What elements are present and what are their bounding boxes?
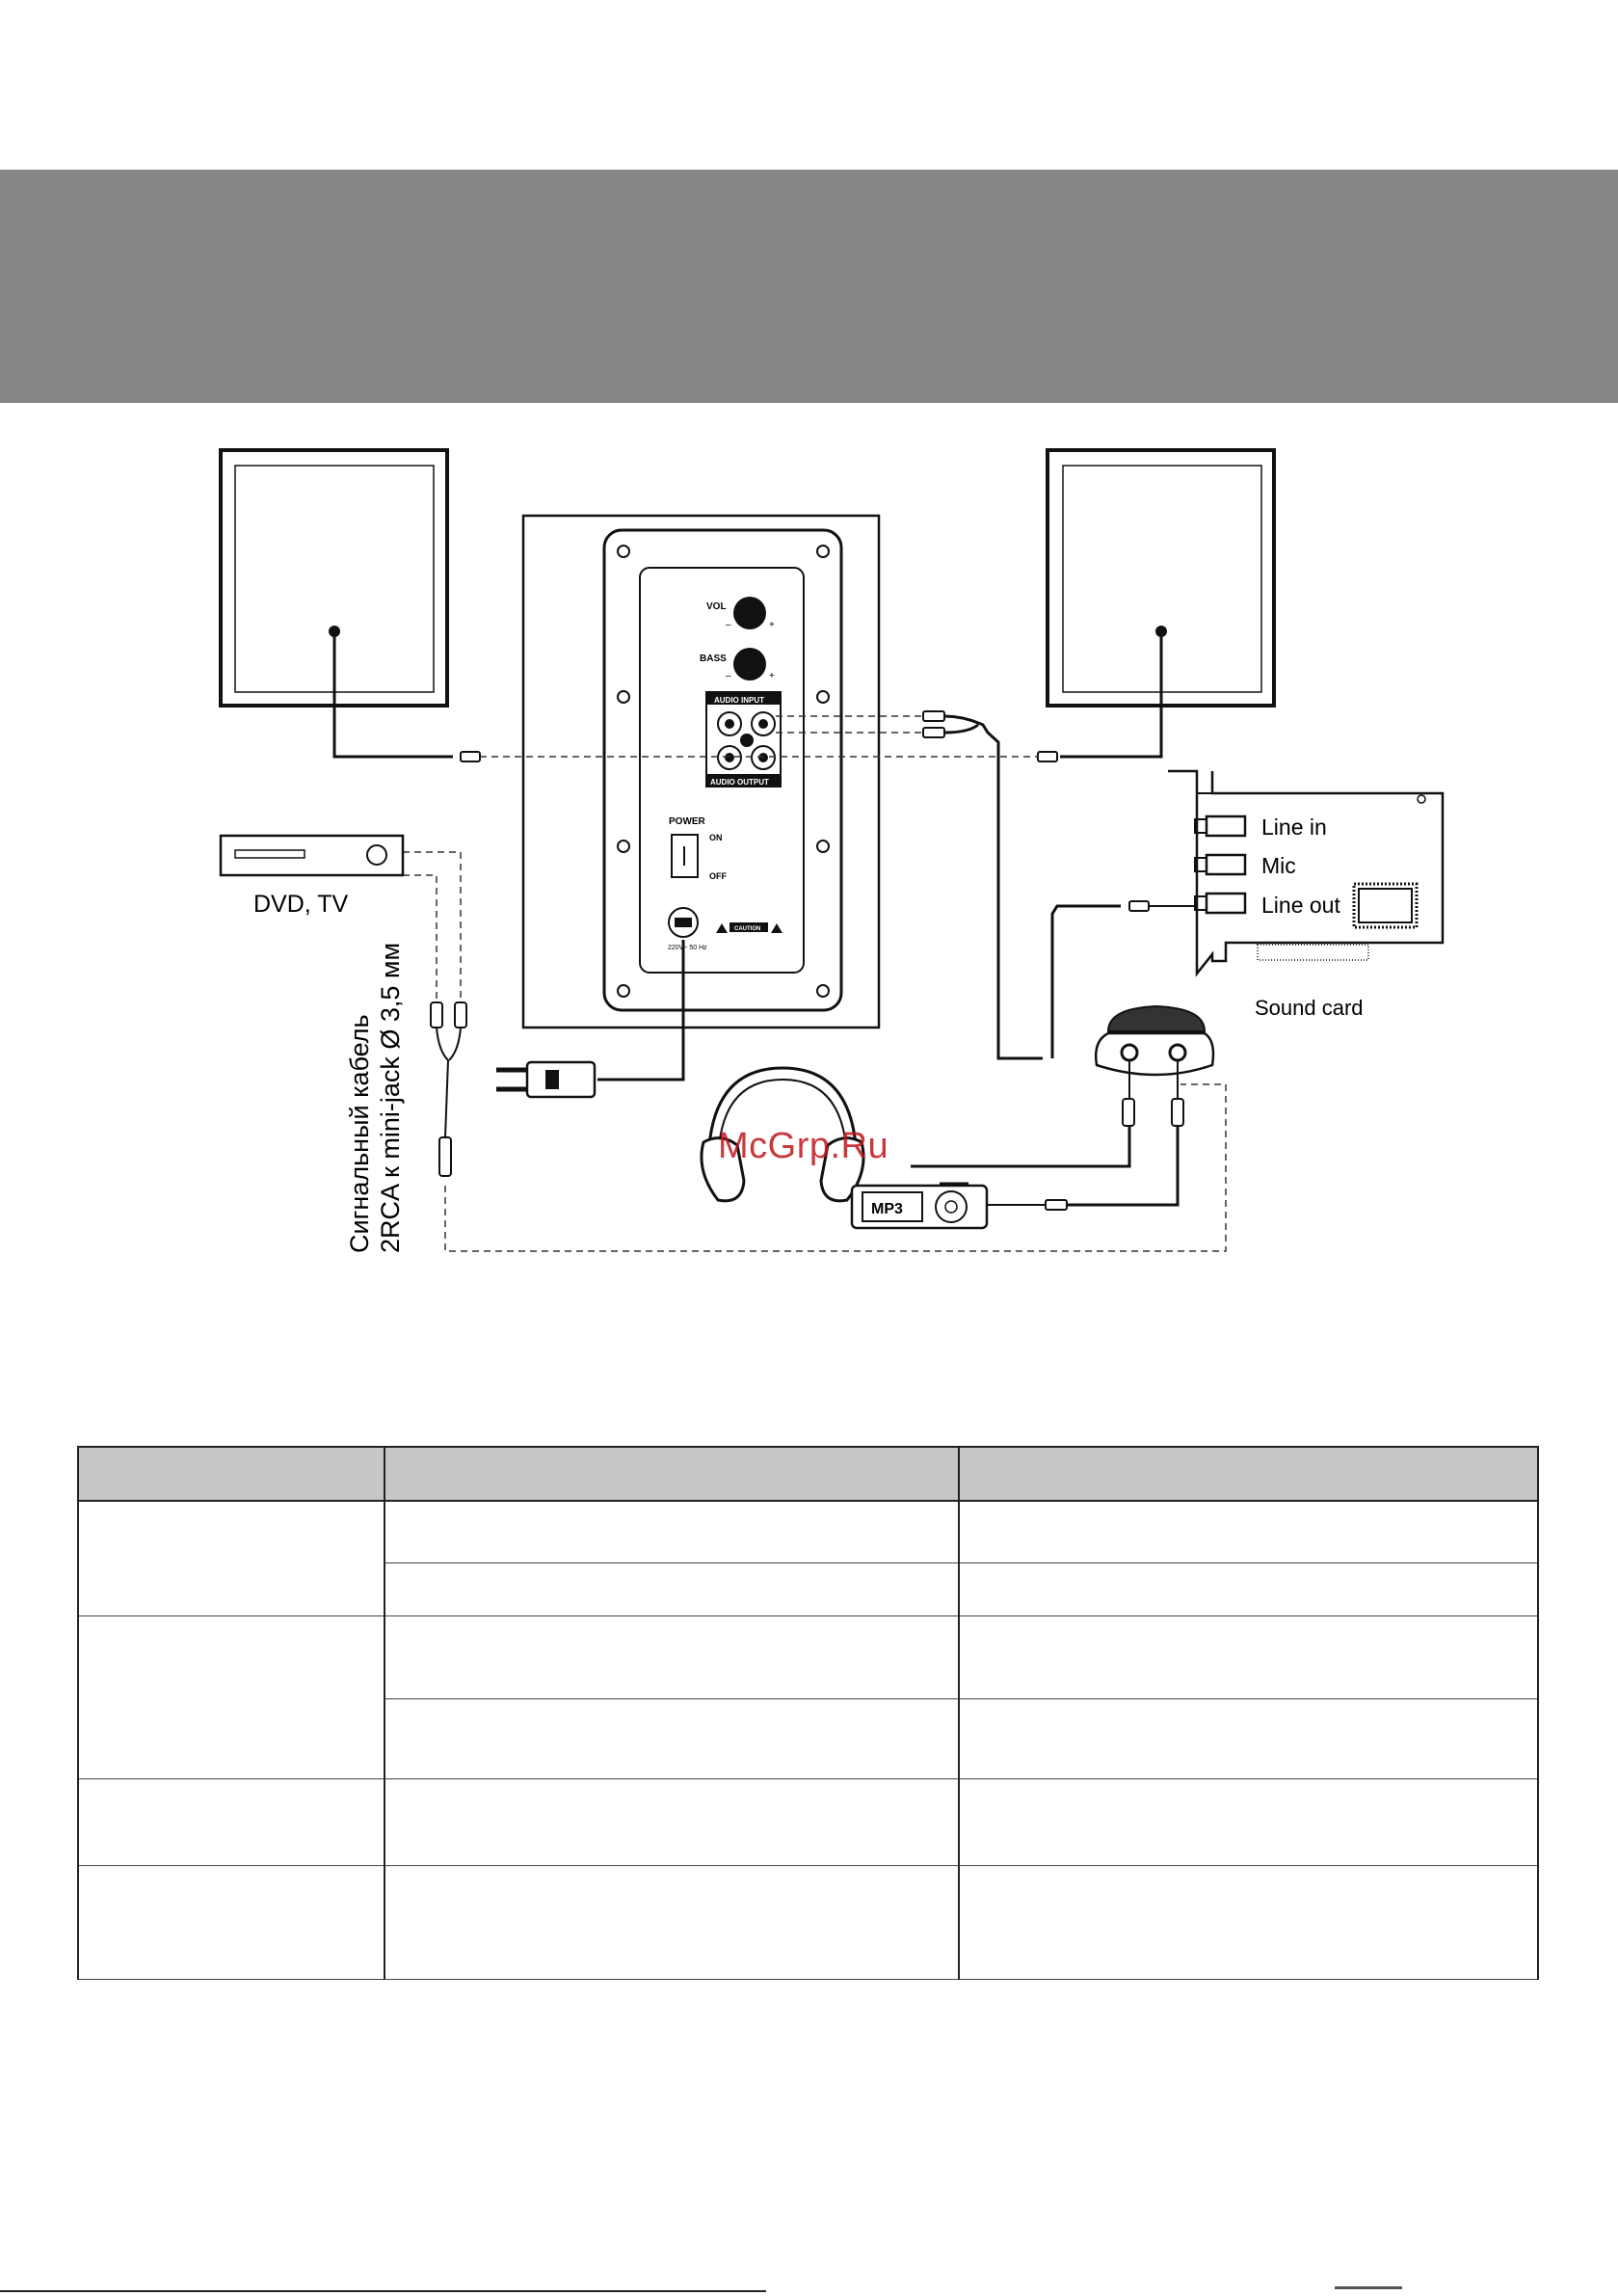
cable-label-line2: 2RCA к mini-jack Ø 3,5 мм xyxy=(376,942,405,1253)
control-pod-icon xyxy=(1096,1006,1213,1126)
line-out-label: Line out xyxy=(1261,893,1340,918)
table-cell xyxy=(78,1501,385,1615)
table-cell xyxy=(78,1865,385,1979)
voltage-label: 220V~ 50 Hz xyxy=(668,945,707,951)
table-row xyxy=(78,1501,1538,1562)
dvd-tv-label: DVD, TV xyxy=(253,891,349,918)
watermark: McGrp.Ru xyxy=(718,1126,889,1166)
bass-label: BASS xyxy=(700,654,727,664)
table-header-cell xyxy=(78,1447,385,1501)
volume-knob-icon xyxy=(733,597,766,629)
table-header-cell xyxy=(385,1447,959,1501)
dashed-connections xyxy=(403,716,1226,1251)
table-cell xyxy=(959,1562,1538,1615)
table-cell xyxy=(385,1562,959,1615)
table-cell xyxy=(385,1615,959,1698)
vol-label: VOL xyxy=(706,601,727,612)
mp3-label: MP3 xyxy=(871,1201,903,1217)
bottom-mark xyxy=(1335,2286,1402,2289)
line-in-label: Line in xyxy=(1261,814,1327,840)
rca-minijack-cable-icon xyxy=(431,1002,466,1176)
table-header-cell xyxy=(959,1447,1538,1501)
sound-card-label: Sound card xyxy=(1255,996,1364,1020)
table-cell xyxy=(385,1698,959,1778)
audio-output-label: AUDIO OUTPUT xyxy=(710,778,769,787)
warning-triangle-icon xyxy=(716,923,728,933)
table-header-row xyxy=(78,1447,1538,1501)
svg-text:+: + xyxy=(769,671,775,681)
table-cell xyxy=(959,1698,1538,1778)
bottom-rule xyxy=(0,2290,766,2292)
table-cell xyxy=(78,1615,385,1778)
sound-card-icon xyxy=(1168,771,1443,974)
dvd-player-icon xyxy=(221,836,403,875)
minijack-plug-icon xyxy=(1129,901,1149,911)
table-cell xyxy=(78,1778,385,1865)
audio-input-label: AUDIO INPUT xyxy=(714,696,764,705)
table-cell xyxy=(959,1615,1538,1698)
table-cell xyxy=(959,1501,1538,1562)
power-plug-icon xyxy=(496,1062,595,1097)
subwoofer-rear-panel xyxy=(523,516,879,1028)
table-cell xyxy=(959,1865,1538,1979)
off-label: OFF xyxy=(709,871,727,881)
svg-text:+: + xyxy=(769,620,775,630)
table-cell xyxy=(385,1865,959,1979)
table-cell xyxy=(385,1501,959,1562)
rca-jack-icons xyxy=(718,712,775,769)
table-cell xyxy=(385,1778,959,1865)
cable-label-line1: Сигнальный кабель xyxy=(345,1014,374,1253)
caution-label: CAUTION xyxy=(734,926,761,932)
svg-text:–: – xyxy=(726,620,731,630)
table-row xyxy=(78,1615,1538,1698)
svg-text:–: – xyxy=(726,671,731,681)
bass-knob-icon xyxy=(733,648,766,681)
table-cell xyxy=(959,1778,1538,1865)
spec-table xyxy=(77,1446,1539,1980)
table-row xyxy=(78,1778,1538,1865)
chip-icon xyxy=(1354,884,1417,927)
table-row xyxy=(78,1865,1538,1979)
on-label: ON xyxy=(709,833,723,842)
power-label: POWER xyxy=(669,816,705,827)
mic-label: Mic xyxy=(1261,853,1296,878)
